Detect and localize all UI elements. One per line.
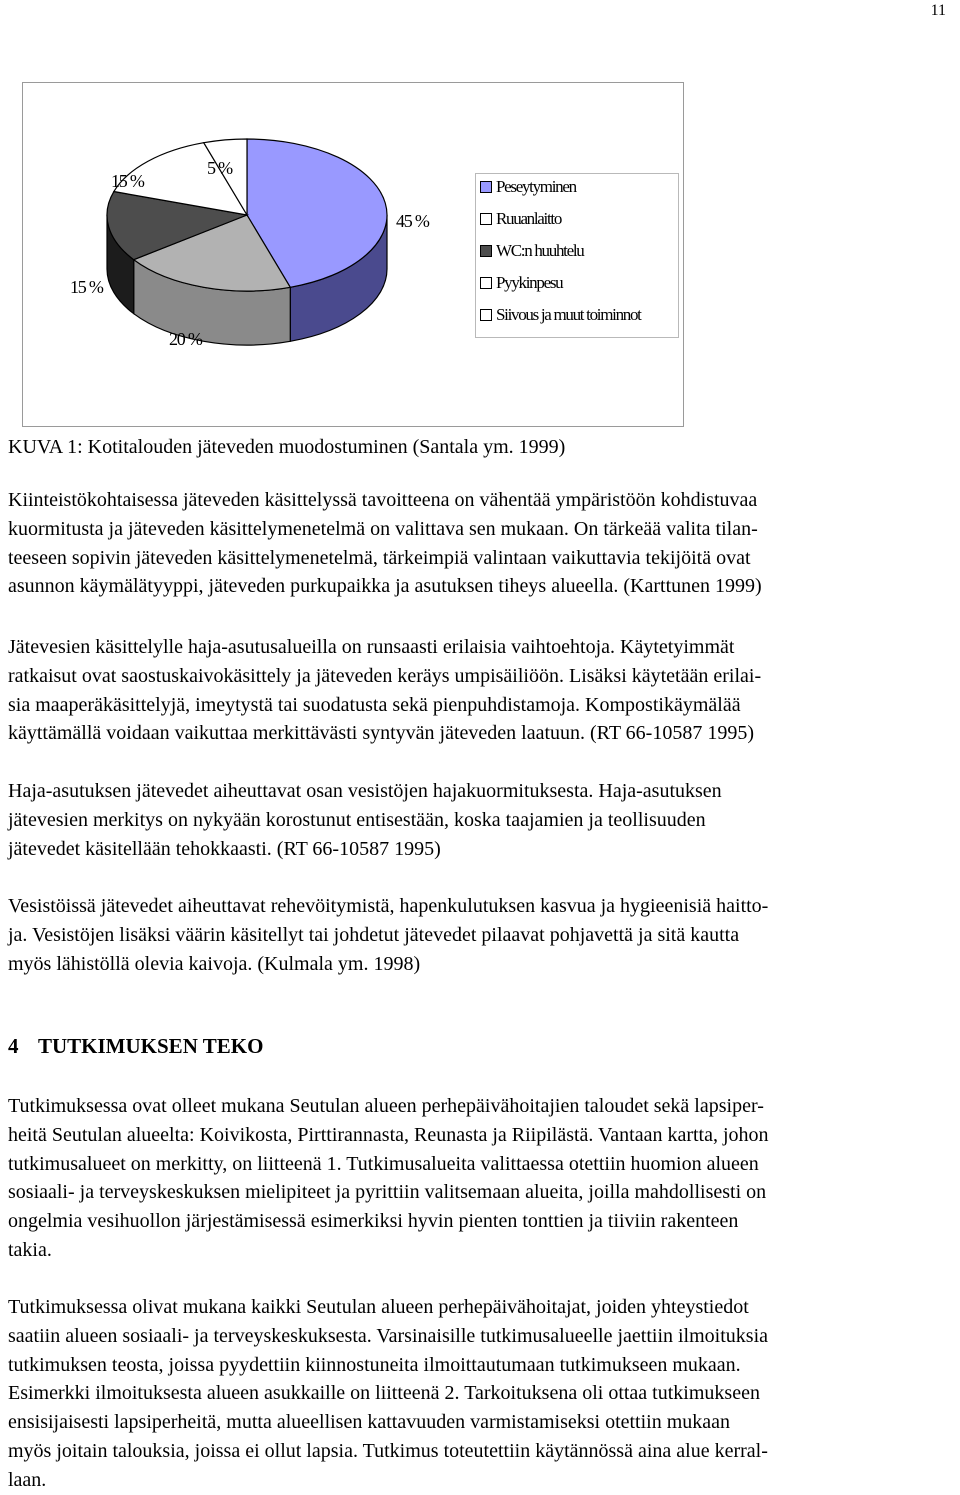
section-heading (8, 1034, 263, 1059)
slice-label-siivous: 5 % (207, 158, 232, 178)
legend-item-pyykinpesu (480, 272, 562, 294)
paragraph-2: Jätevesien käsittelylle haja-asutusalueilla on runsaasti erilaisia vaihtoehtoja. Käytetyimmät ratkaisut ovat saostuskaivokäsittely ja jäteveden keräys umpisäiliöön. Lisäksi käytetään erilai- sia maaperäkäsittelyjä, imeytystä tai suodatusta sekä pienpuhdistamoja. Kompostikäymälää käyttämällä voidaan vaikuttaa merkittävästi syntyvän jäteveden laatuun. (RT 66-10587 1995) (8, 636, 762, 745)
pie-top (107, 139, 387, 291)
section-number: 4 (8, 1034, 19, 1058)
legend-swatch-siivous (480, 309, 492, 321)
pie-chart (22, 82, 684, 427)
paragraph-1: Kiinteistökohtaisessa jäteveden käsittelyssä tavoitteena on vähentää ympäristöön kohdistuvaa kuormitusta ja jäteveden käsittelymenetelmä on valittava sen mukaan. On tärkeää valita tilan- teeseen sopivin jäteveden käsittelymenetelmä, tärkeimpiä valintaan vaikuttavia tekijöitä ovat asunnon käymälätyyppi, jäteveden purkupaikka ja asutuksen tiheys alueella. (Karttunen 1999) (8, 489, 762, 598)
legend-label: Pyykinpesu (496, 273, 563, 292)
slice-label-pyykinpesu: 15 % (111, 171, 144, 191)
legend-label: Siivous ja muut toiminnot (496, 305, 641, 324)
section-paragraph-2: Tutkimuksessa olivat mukana kaikki Seutulan alueen perhepäivähoitajat, joiden yhteystiedot saatiin alueen sosiaali- ja terveyskeskuksesta. Varsinaisille tutkimusalueelle jaettiin ilmoituksia tutkimuksen teosta, joissa pyydettiin kiinnostuneita ilmoittautumaan tutkimukseen mukaan. Esimerkki ilmoituksesta alueen asukkaille on liitteenä 2. Tarkoituksena oli ottaa tutkimukseen ensisijaisesti lapsiperheitä, mutta alueellisen kattavuuden varmistamiseksi otettiin mukaan myös joitain talouksia, joissa ei ollut lapsia. Tutkimus toteutettiin käytännössä aina alue kerral- laan. (8, 1296, 768, 1491)
slice-label-peseytyminen: 45 % (396, 211, 429, 231)
legend-label: Peseytyminen (496, 177, 576, 196)
legend-swatch-peseytyminen (480, 181, 492, 193)
slice-label-ruuanlaitto: 20 % (169, 329, 202, 349)
section-title: TUTKIMUKSEN TEKO (38, 1034, 264, 1058)
legend-swatch-pyykinpesu (480, 277, 492, 289)
legend-item-peseytyminen (480, 176, 576, 198)
chart-legend (475, 173, 679, 338)
figure-caption: KUVA 1: Kotitalouden jäteveden muodostuminen (Santala ym. 1999) (8, 436, 566, 458)
legend-swatch-wc (480, 245, 492, 257)
legend-label: Ruuanlaitto (496, 209, 562, 228)
slice-label-wc: 15 % (70, 277, 103, 297)
paragraph-3: Haja-asutuksen jätevedet aiheuttavat osan vesistöjen hajakuormituksesta. Haja-asutuksen jätevesien merkitys on nykyään korostunut entisestään, koska taajamien ja teollisuuden jätevedet käsitellään tehokkaasti. (RT 66-10587 1995) (8, 780, 722, 860)
legend-item-siivous (480, 304, 641, 326)
page-number: 11 (930, 2, 946, 19)
legend-swatch-ruuanlaitto (480, 213, 492, 225)
paragraph-4: Vesistöissä jätevedet aiheuttavat rehevöitymistä, hapenkulutuksen kasvua ja hygieenisiä haitto- ja. Vesistöjen lisäksi väärin käsitellyt tai johdetut jätevedet pilaavat pohjavettä ja sitä kautta myös lähistöllä olevia kaivoja. (Kulmala ym. 1998) (8, 895, 769, 975)
section-paragraph-1: Tutkimuksessa ovat olleet mukana Seutulan alueen perhepäivähoitajien taloudet sekä lapsiper- heitä Seutulan alueelta: Koivikosta, Pirttirannasta, Reunasta ja Riipilästä. Vantaan kartta, johon tutkimusalueet on merkitty, on liitteenä 1. Tutkimusalueita valittaessa otettiin huomion alueen sosiaali- ja terveyskeskuksen mielipiteet ja pyrittiin valitsemaan alueita, joilla mahdollisesti on ongelmia vesihuollon järjestämisessä esimerkiksi hyvin pienten tonttien ja tiiviin rakenteen takia. (8, 1095, 769, 1261)
legend-label: WC:n huuhtelu (496, 241, 584, 260)
legend-item-ruuanlaitto (480, 208, 561, 230)
legend-item-wc (480, 240, 583, 262)
